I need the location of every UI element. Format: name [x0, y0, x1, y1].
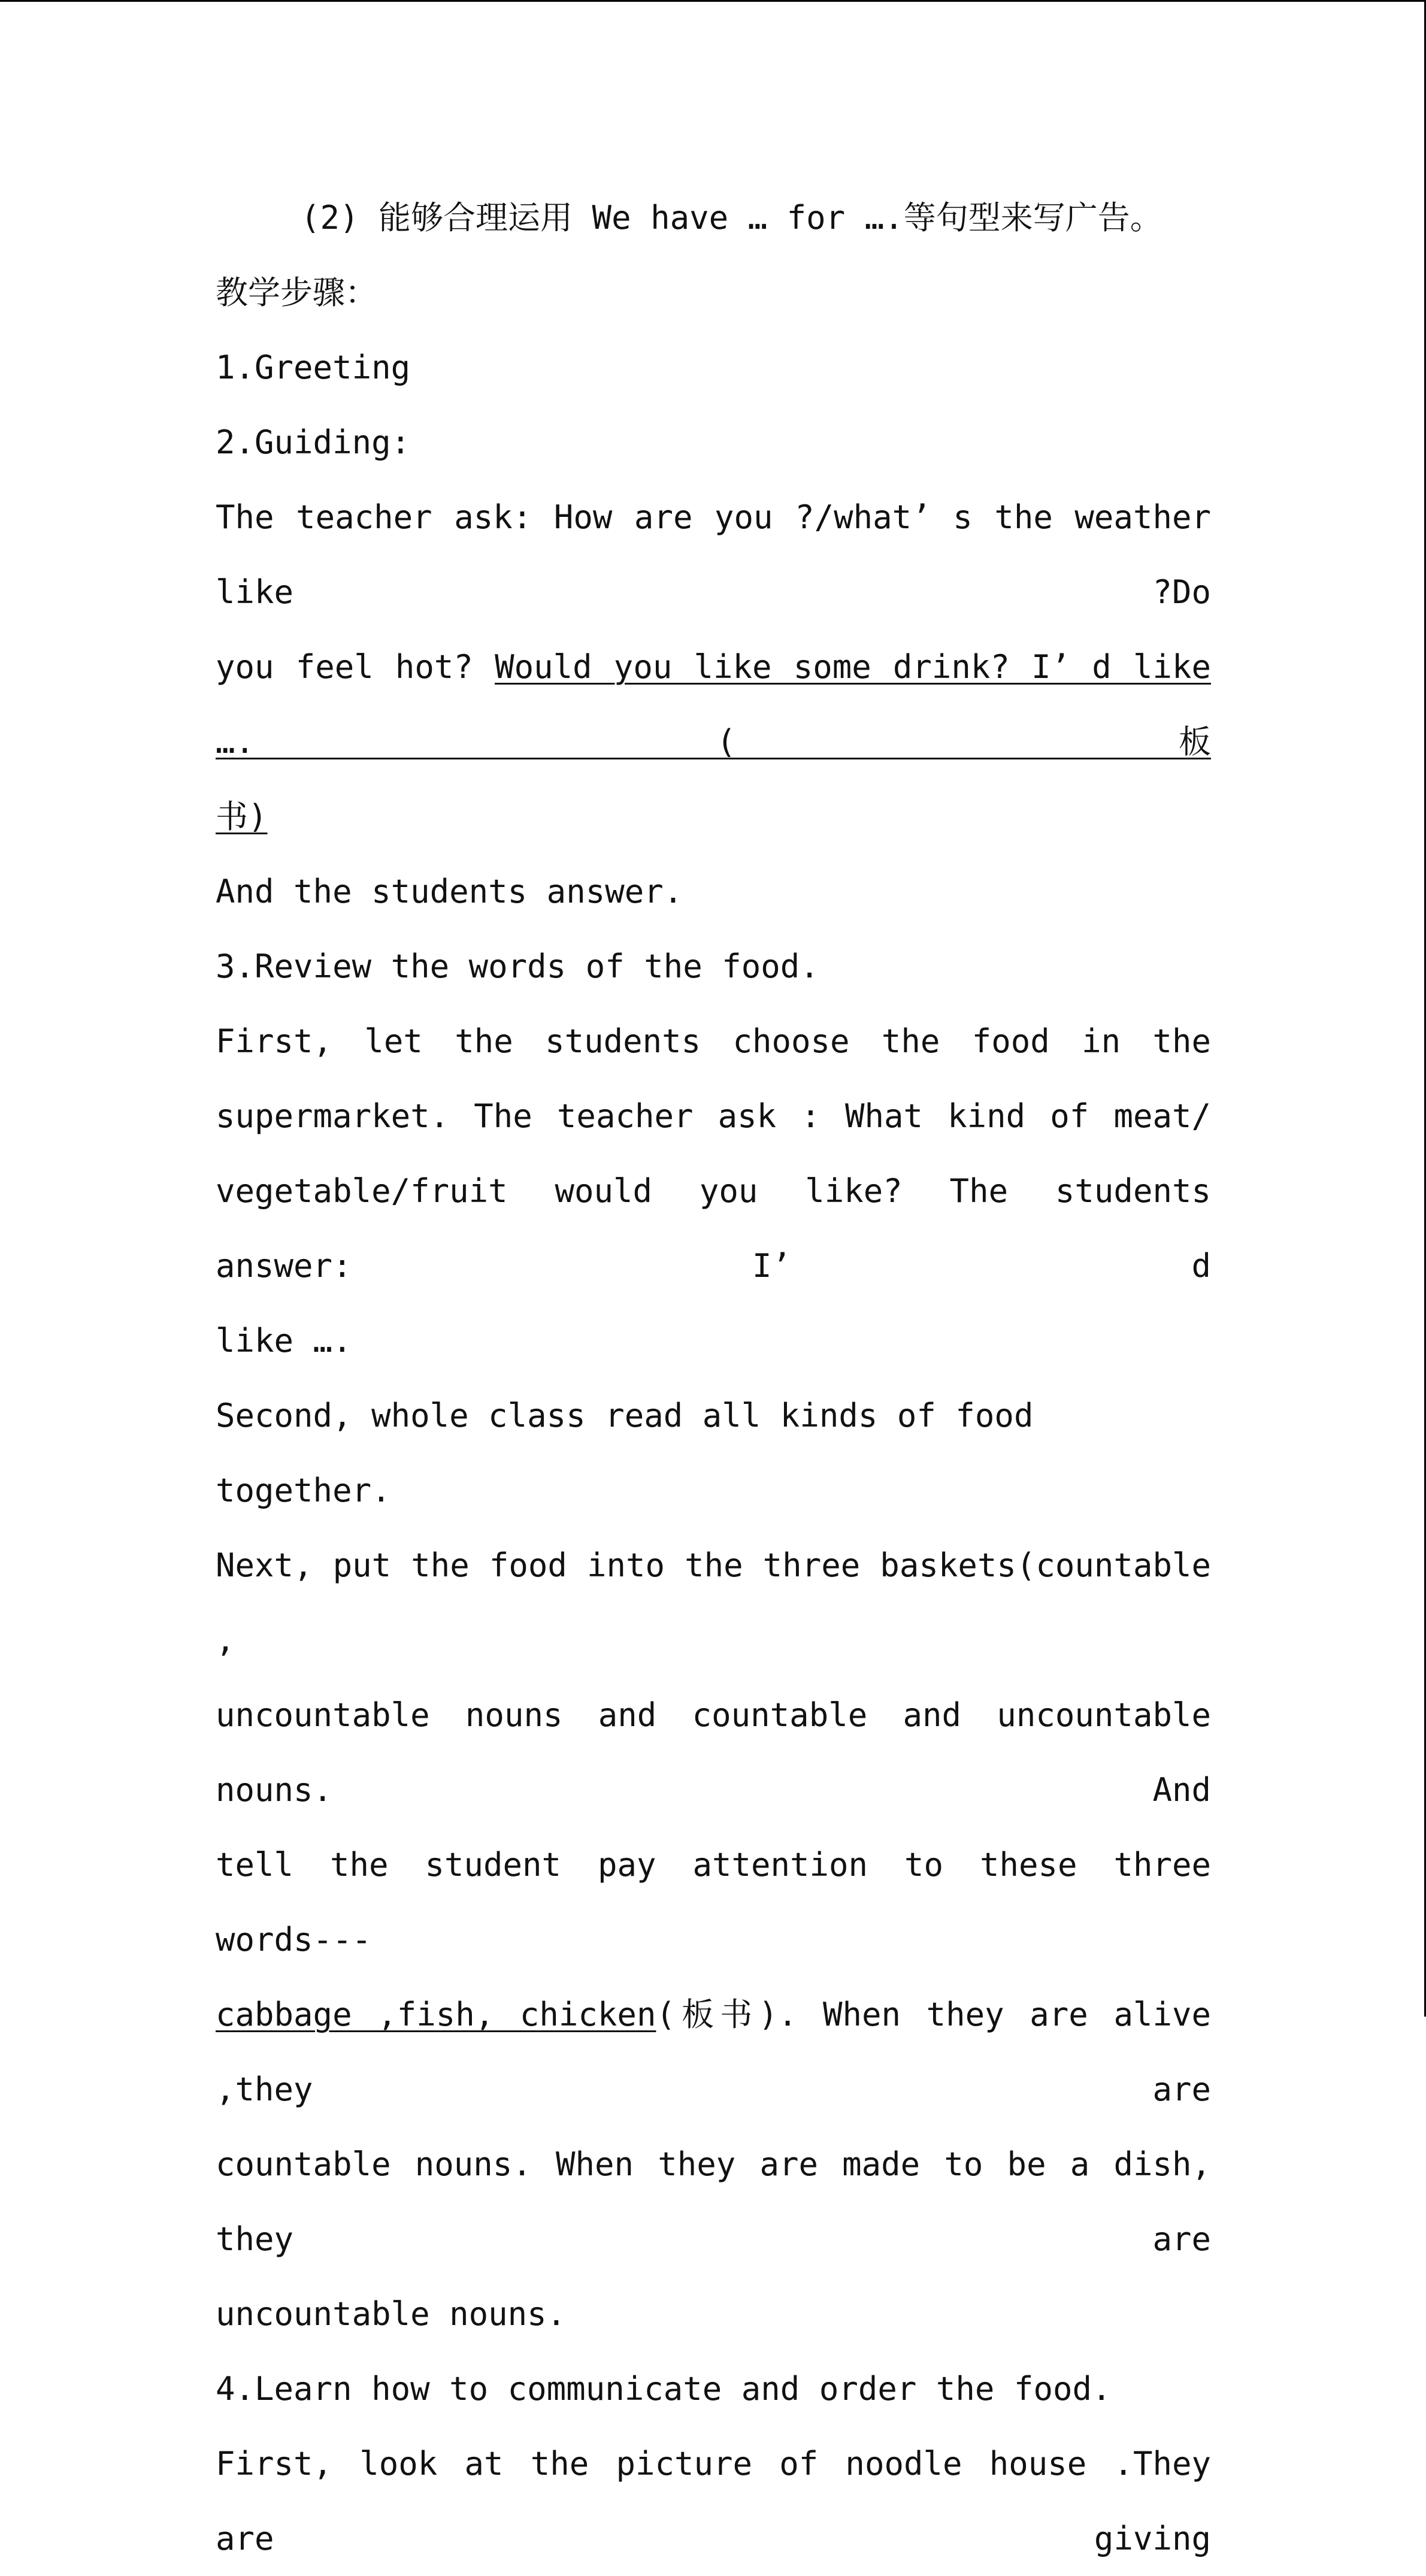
- review-line-9: [216, 1977, 1211, 2127]
- guiding-line-2-underlined: Would you like some drink? I’ d like …. (板: [216, 648, 1211, 761]
- review-line-5: Second, whole class read all kinds of food together.: [216, 1397, 1034, 1509]
- students-answer: And the students answer.: [216, 873, 683, 910]
- step-4-communicate: 4.Learn how to communicate and order the food.: [216, 2370, 1112, 2408]
- step-2-guiding: 2.Guiding:: [216, 423, 411, 461]
- review-line-8: tell the student pay attention to these three words---: [216, 1846, 1211, 1959]
- guiding-line-3-underlined: 书): [216, 798, 268, 836]
- review-line-3: vegetable/fruit would you like? The students answer: I’ d: [216, 1172, 1211, 1285]
- document-body: [216, 180, 1211, 2576]
- review-line-9-underlined: cabbage ,fish, chicken: [216, 1996, 656, 2033]
- review-line-6: Next, put the food into the three baskets(countable ,: [216, 1546, 1211, 1659]
- step-3-review: 3.Review the words of the food.: [216, 948, 819, 985]
- guiding-line-2: [216, 629, 1211, 779]
- review-line-11: uncountable nouns.: [216, 2295, 567, 2333]
- review-line-7: uncountable nouns and countable and uncountable nouns. And: [216, 1696, 1211, 1809]
- guiding-line-3: [216, 779, 1211, 854]
- review-line-9-suffix: (板书). When they are alive ,they are: [216, 1996, 1211, 2108]
- step-1-greeting: 1.Greeting: [216, 349, 411, 386]
- guiding-line-2-prefix: you feel hot?: [216, 648, 495, 686]
- teaching-steps-heading: 教学步骤：: [216, 274, 377, 311]
- communicate-line-1: First, look at the picture of noodle house .They are giving: [216, 2445, 1211, 2557]
- guiding-line-1: The teacher ask: How are you ?/what’ s the weather like ?Do: [216, 498, 1211, 611]
- review-line-4: like ….: [216, 1322, 352, 1360]
- objective-2: (2) 能够合理运用 We have … for ….等句型来写广告。: [301, 199, 1162, 237]
- review-line-10: countable nouns. When they are made to be a dish, they are: [216, 2145, 1211, 2258]
- review-line-1: First, let the students choose the food in the: [216, 1022, 1211, 1060]
- review-line-2: supermarket. The teacher ask : What kind of meat/: [216, 1097, 1211, 1135]
